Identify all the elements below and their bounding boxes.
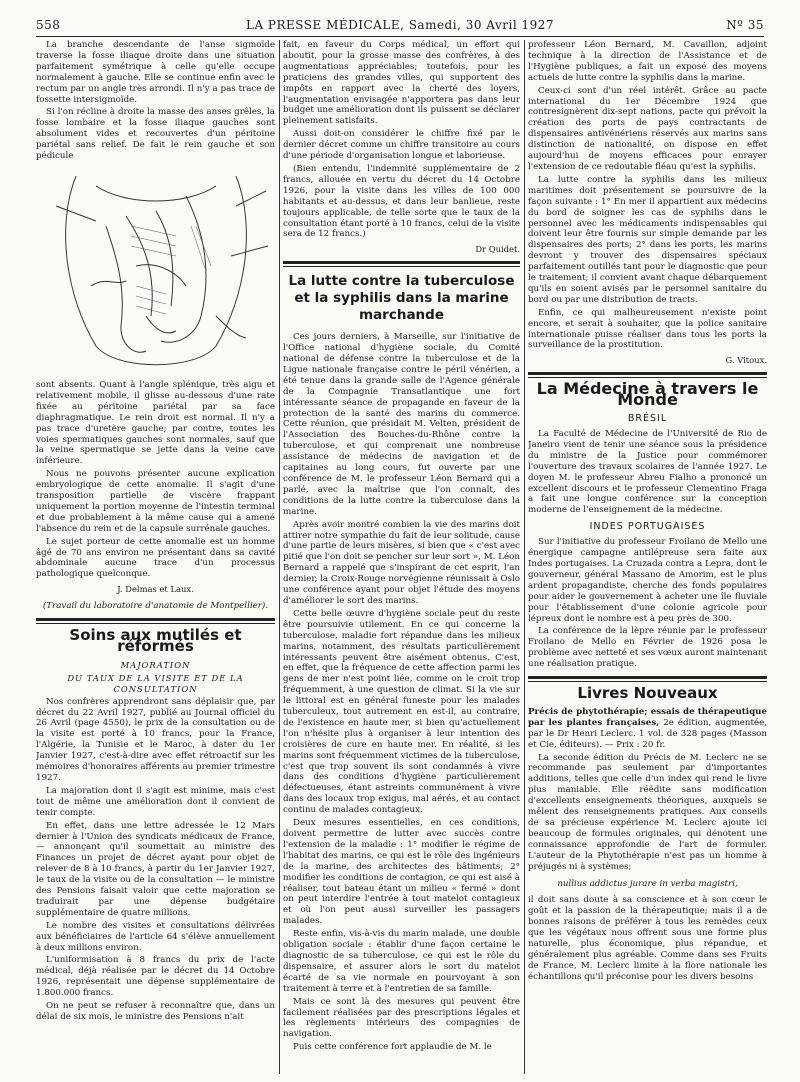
section-title: Livres Nouveaux — [577, 684, 718, 703]
subtitle: DU TAUX DE LA VISITE ET DE LA CONSULTATION — [67, 672, 244, 694]
section-rule — [528, 372, 767, 375]
paragraph: Sur l'initiative du professeur Froilano de Mello une énergique campagne antilépreuse sera faite aux Indes portugaises. La Cruzada contra a Lepra, dont le gouverneur, général Massano de Amorim, est le plus ardent propagandiste, cherche des fonds populaires pour aider le gouvernement à acheter une île fluviale pour l'établissement d'une colonie agricole pour lépreux dont le nombre est à peu près de 300. — [528, 537, 767, 624]
paragraph: sont absents. Quant à l'angle splénique, très aigu et relativement mobile, il glisse au-dessous d'une rate fixée au péritoine pariétal par sa face diaphragmatique. Le rein droit est normal. Il n'y a pas trace d'uretère gauche; par contre, toutes les voies spermatiques gauches sont normales, sauf que la veine spermatique se jette dans la veine cave inférieure. — [36, 379, 275, 467]
paragraph: Nos confrères apprendront sans déplaisir que, par décret du 22 Avril 1927, publié au Journal officiel du 26 Avril (page 4550), le prix de la consultation ou de la visite est porté à 10 francs, pour la France, l'Algérie, la Tunisie et le Maroc, à dater du 1er Janvier 1927, c'est-à-dire avec effet rétroactif sur les mémoires d'honoraires afférents au premier trimestre 1927. — [36, 696, 275, 783]
journal-title: LA PRESSE MÉDICALE, Samedi, 30 Avril 1927 — [245, 18, 555, 32]
column-3 — [528, 40, 767, 1074]
paragraph: Si l'on récline à droite la masse des anses grêles, la fosse lombaire et la fosse iliaque gauches sont absolument vides et recouvertes d'un péritoine pariétal sans relief. De fait le rein gauche et son pédicule — [36, 107, 275, 162]
paragraph: L'uniformisation à 8 francs du prix de l'acte médical, déjà réalisée par le décret du 14 Octobre 1926, représentait une dépense supplémentaire de 1.800.000 francs. — [36, 955, 275, 999]
paragraph: La Faculté de Médecine de l'Université de Rio de Janeiro vient de tenir une séance sous la présidence du ministre de la Justice pour commémorer l'ouverture des travaux scolaires de l'année 1927. Le doyen M. le professeur Abreu Fialho a prononcé un excellent discours et le professeur Clementino Fraga a fait une longue conférence sur la conception moderne de l'enseignement de la médecine. — [528, 429, 767, 516]
paragraph: Cette belle œuvre d'hygiène sociale peut du reste être poursuivie utilement. En ce qui concerne la tuberculose, maladie fort répandue dans les milieux marins, notamment, des résultats particulièrement intéressants peuvent être aisément obtenus. C'est, en effet, que la fréquence de cette affection parmi les gens de mer n'est point liée, comme on le croit trop fréquemment, à une question de climat. Si la vie sur le littoral est en général funeste pour les malades tuberculeux, tout autrement en est-il, au contraire, de l'existence en haute mer, si bien qu'actuellement l'on n'hésite plus à organiser à leur intention des croisières de cure en haute mer. En réalité, si les marins sont fréquemment victimes de la tuberculose, c'est que trop souvent ils sont condamnés à vivre dans des conditions d'hygiène particulièrement défectueuses, étant astreints communément à vivre dans des locaux trop exigus, mal aérés, et au contact continu de malades contagieux. — [283, 608, 520, 816]
column-1 — [36, 40, 275, 1074]
latin-quote: nullius addictus jurare in verba magistri, — [557, 878, 738, 889]
paragraph: En effet, dans une lettre adressée le 12 Mars dernier à l'Union des syndicats médicaux de France, — annonçant qu'il soumettait au ministre des Finances un projet de décret ayant pour objet de relever de 8 à 10 francs, à partir du 1er Janvier 1927, le taux de la visite ou de la consultation — le ministre des Pensions faisait valoir que cette majoration se traduirait par une dépense budgétaire supplémentaire de quatre millions. — [36, 820, 275, 918]
section-rule — [36, 623, 275, 624]
section-rule — [528, 377, 767, 378]
country-heading: INDES PORTUGAISES — [589, 521, 706, 533]
country-heading: BRÉSIL — [627, 413, 668, 425]
page-number: 558 — [36, 18, 61, 32]
paragraph: Enfin, ce qui malheureusement n'existe point encore, et serait à souhaiter, que la police sanitaire internationale puisse réaliser dans tous les ports la surveillance de la prostitution. — [528, 307, 767, 351]
column-2 — [283, 40, 520, 1074]
paragraph: Le nombre des visites et consultations délivrées aux bénéficiaires de l'article 64 s'élève annuellement à deux millions environ. — [36, 920, 275, 953]
subtitle: MAJORATION — [120, 659, 191, 670]
paragraph: Après avoir montré combien la vie des marins doit attirer notre sympathie du fait de leur solitude, cause d'une partie de leurs misères, si bien que « c'est avec pitié que l'on doit se pencher sur leur sort », M. Léon Bernard a rappelé que s'inspirant de cet esprit, l'an dernier, la Croix-Rouge norvégienne réunissait à Oslo une conférence ayant pour objet l'étude des moyens d'améliorer le sort des marins. — [283, 519, 520, 606]
paragraph: La branche descendante de l'anse sigmoïde traverse la fosse iliaque droite dans une situation parfaitement symétrique à celle qu'elle occupe normalement à gauche. Elle se continue enfin avec le rectum par un angle très arrondi. Il n'y a pas trace de fossette intersigmoïde. — [36, 40, 275, 105]
paragraph: Puis cette conférence fort applaudie de M. le — [293, 1042, 492, 1053]
header-rule — [36, 36, 764, 37]
paragraph: On ne peut se refuser à reconnaître que, dans un délai de six mois, le ministre des Pensions n'ait — [36, 1001, 275, 1022]
paragraph: Ces jours derniers, à Marseille, sur l'initiative de l'Office national d'hygiène sociale, du Comité national de défense contre la tuberculose et de la Ligue nationale française contre le péril vénérien, a été tenue dans la grande salle de l'Agence générale de la Compagnie Transatlantique une fort intéressante séance de propagande en faveur de la protection de la santé des marins du commerce. Cette réunion, que présidait M. Velten, président de l'Association des Bouches-du-Rhône contre la tuberculose, et qui comprenait une nombreuse assistance de médecins de navigation et de capitaines au long cours, fut ouverte par une conférence de M. le professeur Léon Bernard qui a parlé, avec la maîtrise que l'on connaît, des conditions de la lutte contre la tuberculose dans la marine. — [283, 332, 520, 517]
section-title: La lutte contre la tuberculose et la syphilis dans la marine marchande — [288, 273, 515, 324]
paragraph: Reste enfin, vis-à-vis du marin malade, une double obligation sociale : établir d'une façon certaine le diagnostic de sa tuberculose, ce qui est le rôle du dispensaire, et assurer alors le sort du matelot écarté de sa vie normale en pourvoyant à son traitement à terre et à l'entretien de sa famille. — [283, 929, 520, 994]
signature: J. Delmas et Laux. — [117, 584, 194, 595]
paragraph: Nous ne pouvons présenter aucune explication embryologique de cette anomalie. Il s'agit d'une transposition partielle de viscère frappant uniquement la portion moyenne de l'intestin terminal et due probablement à la même cause qui a amené l'absence du rein et de la capsule surrénale gauches. — [36, 469, 275, 534]
paragraph: il doit sans doute à sa conscience et à son cœur le goût et la passion de la thérapeutique; mais il a de bonnes raisons de préférer à tous les remèdes ceux que les végétaux nous offrent sous une forme plus naturelle, plus économique, plus répandue, et généralement plus agréable. Comme dans ses Fruits de France, M. Leclerc limite à la flore nationale les échantillons qu'il préconise pour les divers besoins — [528, 895, 767, 982]
paragraph: Aussi doit-on considérer le chiffre fixé par le dernier décret comme un chiffre transitoire au cours d'une période d'organisation longue et laborieuse. — [283, 129, 520, 162]
paragraph: professeur Léon Bernard, M. Cavaillon, adjoint technique à la direction de l'Assistance et de l'Hygiène publiques, a fait un exposé des moyens actuels de lutte contre la syphilis dans la marine. — [528, 40, 767, 83]
book-entry — [528, 707, 767, 751]
paragraph: fait, en faveur du Corps médical, un effort qui aboutit, pour la grosse masse des confrères, à des augmentations appréciables; toutefois, pour les praticiens des grandes villes, qui supportent des impôts en rapport avec la cherté des loyers, l'augmentation envisagée n'apportera pas dans leur budget une amélioration dont ils puissent se déclarer pleinement satisfaits. — [283, 40, 520, 127]
column-separator — [279, 40, 280, 1074]
column-separator — [524, 40, 525, 1074]
section-title: La Médecine à travers le Monde — [536, 379, 759, 410]
section-rule — [283, 261, 520, 264]
paragraph: Le sujet porteur de cette anomalie est un homme âgé de 70 ans environ ne présentant dans sa cavité abdominale aucune trace d'un processus pathologique quelconque. — [36, 536, 275, 580]
paragraph: Deux mesures essentielles, en ces conditions, doivent permettre de lutter avec succès contre l'extension de la maladie : 1° modifier le régime de l'habitat des marins, ce qui est le rôle des ingénieurs de la marine, des architectes des bâtiments; 2° modifier les conditions de contagion, ce qui est aisé à réaliser, tout bateau étant un milieu « fermé » dont on peut interdire l'entrée à tout matelot contagieux et où l'on peut aussi surveiller les passagers malades. — [283, 818, 520, 927]
section-rule — [528, 681, 767, 682]
book-meta: 2e édition, augmentée, par le Dr Henri Leclerc. 1 vol. de 328 pages (Masson et Cie, éditeurs). — Prix : 20 fr. — [528, 717, 767, 750]
paragraph: La majoration dont il s'agit est minime, mais c'est tout de même une amélioration dont il convient de tenir compte. — [36, 785, 275, 818]
section-rule — [36, 618, 275, 621]
signature: G. Vitoux. — [725, 355, 767, 366]
paragraph: La conférence de la lèpre réunie par le professeur Froilano de Mello en Février de 1926 posa le problème avec netteté et ses vœux auront maintenant une réalisation pratique. — [528, 626, 767, 670]
book-title: Précis de phytothérapie; essais de thérapeutique par les plantes françaises, — [528, 706, 767, 728]
paragraph: Ceux-ci sont d'un réel intérêt. Grâce au pacte international du 1er Décembre 1924 que contresignèrent dix-sept nations, pacte qui prévoit la création des ports de pays contractants de dispensaires antivénériens réservés aux marins sans distinction de nationalité, on dispose en effet aujourd'hui de moyens efficaces pour enrayer l'extension de ce redoutable fléau qu'est la syphilis. — [528, 85, 767, 172]
anatomical-figure — [36, 166, 275, 376]
section-rule — [283, 266, 520, 267]
paragraph: La lutte contre la syphilis dans les milieux maritimes doit présentement se poursuivre de la façon suivante : 1° En mer il appartient aux médecins du bord de soigner les cas de syphilis dans le personnel avec les médicaments indispensables qui doivent leur être fournis sur simple demande par les dispensaires des ports; 2° dans les ports, les marins devront y trouver des dispensaires spéciaux parfaitement outillés tant pour le diagnostic que pour le traitement; il convient avant chaque débarquement qu'ils en soient avisés par le personnel sanitaire du bord ou par une distribution de tracts. — [528, 174, 767, 305]
issue-number: Nº 35 — [726, 18, 764, 32]
section-title: Soins aux mutilés et réformés — [69, 626, 242, 655]
abdomen-drawing — [36, 166, 275, 376]
paragraph: (Bien entendu, l'indemnité supplémentaire de 2 francs, allouée en vertu du décret du 14 Octobre 1926, pour la visite dans les villes de 100 000 habitants et au-dessus, et dans leur banlieue, reste toujours applicable, de telle sorte que le taux de la consultation étant porté à 10 francs, celui de la visite sera de 12 francs.) — [283, 163, 520, 240]
signature: Dr Quidet. — [475, 244, 520, 255]
section-rule — [528, 676, 767, 679]
footnote: (Travail du laboratoire d'anatomie de Montpellier). — [42, 601, 269, 612]
paragraph: Mais ce sont là des mesures qui peuvent être facilement réalisées par des prescriptions légales et les règlements intérieurs des compagnies de navigation. — [283, 996, 520, 1040]
paragraph: La seconde édition du Précis de M. Leclerc ne se recommande pas seulement par d'importantes additions, telles que celle d'un index qui rend le livre plus maniable. Elle réédite sans modification d'excellents enseignements théoriques, auxquels se mêlent des renseignements pratiques. Aux conseils de sa précieuse expérience M. Leclerc ajoute ici beaucoup de formules originales, qui dénotent une connaissance approfondie de l'art de formuler. L'auteur de la Phytothérapie n'est pas un homme à préjugés ni à systèmes; — [528, 752, 767, 872]
page-header — [36, 18, 764, 34]
